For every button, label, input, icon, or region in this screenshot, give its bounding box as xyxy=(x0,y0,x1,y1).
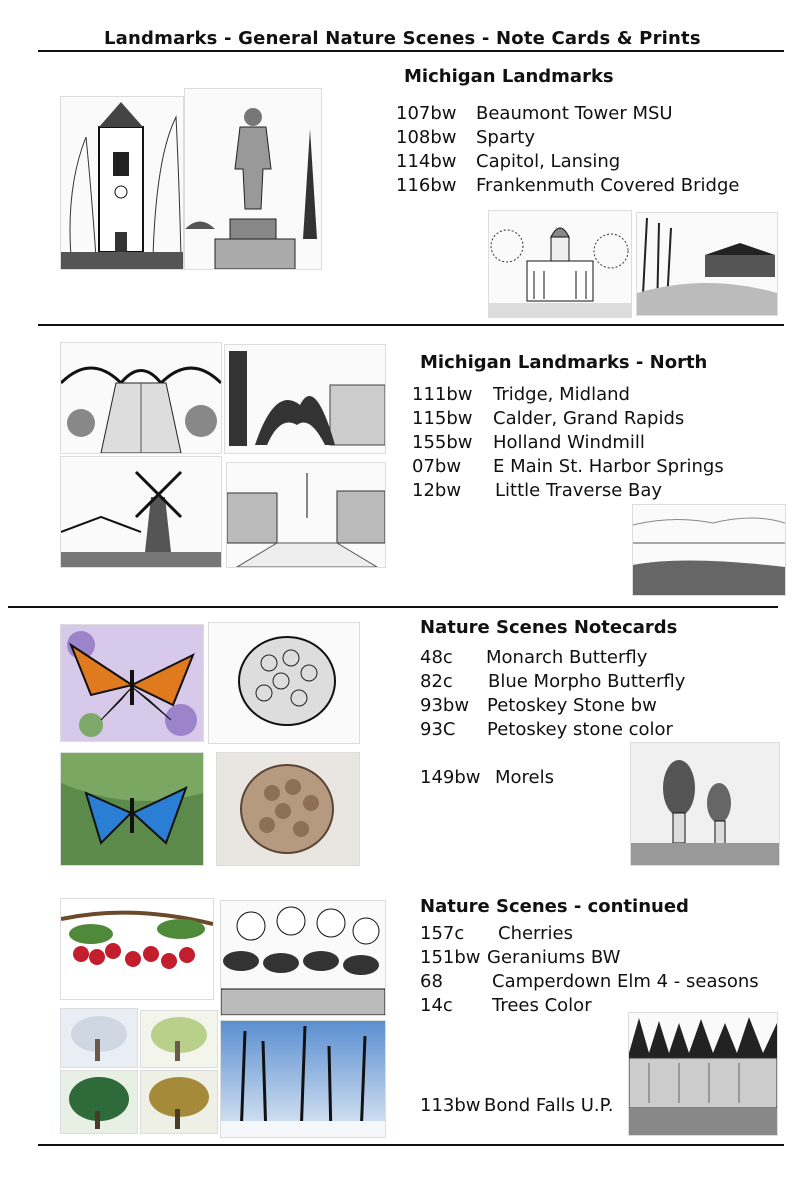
monarch-butterfly-image xyxy=(60,624,204,742)
list-item xyxy=(396,126,740,150)
list-item xyxy=(420,670,685,694)
item-name: Cherries xyxy=(498,923,573,944)
trees-color-image xyxy=(220,1020,386,1138)
item-code: 07bw xyxy=(412,456,462,477)
list-item xyxy=(412,407,724,431)
item-list xyxy=(420,922,759,1018)
item-name: Tridge, Midland xyxy=(493,384,630,405)
geraniums-image xyxy=(220,900,386,1016)
section-title-nature-scenes-continued: Nature Scenes - continued xyxy=(420,896,689,917)
divider xyxy=(8,606,778,608)
item-name: Little Traverse Bay xyxy=(495,480,663,501)
blue-morpho-butterfly-image xyxy=(60,752,204,866)
item-name: Blue Morpho Butterfly xyxy=(488,671,686,692)
list-item xyxy=(420,1094,613,1118)
item-name: Bond Falls U.P. xyxy=(484,1095,614,1116)
list-item xyxy=(396,150,740,174)
list-item xyxy=(396,102,740,126)
item-name: Camperdown Elm 4 - seasons xyxy=(492,971,759,992)
list-item xyxy=(420,970,759,994)
petoskey-stone-color-image xyxy=(216,752,360,866)
petoskey-stone-bw-image xyxy=(208,622,360,744)
beaumont-tower-image xyxy=(60,96,184,270)
little-traverse-bay-image xyxy=(632,504,786,596)
section-title-michigan-landmarks: Michigan Landmarks xyxy=(404,66,614,87)
section-title-michigan-landmarks-north: Michigan Landmarks - North xyxy=(420,352,708,373)
item-code: 114bw xyxy=(396,151,457,172)
item-list xyxy=(420,766,554,790)
list-item xyxy=(412,479,724,503)
camperdown-elm-winter-image xyxy=(60,1008,138,1068)
item-code: 14c xyxy=(420,995,453,1016)
list-item xyxy=(420,766,554,790)
list-item xyxy=(412,383,724,407)
item-code: 48c xyxy=(420,647,453,668)
divider xyxy=(38,1144,784,1146)
list-item xyxy=(420,922,759,946)
item-code: 155bw xyxy=(412,432,473,453)
sparty-image xyxy=(184,88,322,270)
item-code: 82c xyxy=(420,671,453,692)
item-code: 93C xyxy=(420,719,456,740)
item-name: Sparty xyxy=(476,127,535,148)
item-code: 149bw xyxy=(420,767,481,788)
item-code: 116bw xyxy=(396,175,457,196)
divider xyxy=(38,50,784,52)
list-item xyxy=(412,455,724,479)
list-item xyxy=(420,694,685,718)
item-code: 108bw xyxy=(396,127,457,148)
item-code: 12bw xyxy=(412,480,462,501)
item-name: Calder, Grand Rapids xyxy=(493,408,685,429)
item-code: 157c xyxy=(420,923,465,944)
bond-falls-image xyxy=(628,1012,778,1136)
item-name: Trees Color xyxy=(492,995,592,1016)
windmill-image xyxy=(60,456,222,568)
item-name: Petoskey stone color xyxy=(487,719,673,740)
item-list xyxy=(420,646,685,742)
item-code: 113bw xyxy=(420,1095,481,1116)
list-item xyxy=(412,431,724,455)
list-item xyxy=(420,946,759,970)
page-title: Landmarks - General Nature Scenes - Note Cards & Prints xyxy=(104,28,701,49)
list-item xyxy=(396,174,740,198)
item-name: Geraniums BW xyxy=(487,947,621,968)
cherries-image xyxy=(60,898,214,1000)
item-code: 151bw xyxy=(420,947,481,968)
item-code: 111bw xyxy=(412,384,473,405)
section-title-nature-scenes: Nature Scenes Notecards xyxy=(420,617,678,638)
camperdown-elm-spring-image xyxy=(140,1010,218,1068)
item-name: Capitol, Lansing xyxy=(476,151,621,172)
capitol-image xyxy=(488,210,632,318)
morels-image xyxy=(630,742,780,866)
item-list xyxy=(420,1094,613,1118)
item-name: Frankenmuth Covered Bridge xyxy=(476,175,740,196)
list-item xyxy=(420,718,685,742)
item-name: Holland Windmill xyxy=(493,432,645,453)
camperdown-elm-fall-image xyxy=(140,1070,218,1134)
divider xyxy=(38,324,784,326)
item-name: Morels xyxy=(495,767,555,788)
item-list xyxy=(396,102,740,198)
item-code: 115bw xyxy=(412,408,473,429)
covered-bridge-image xyxy=(636,212,778,316)
item-name: Beaumont Tower MSU xyxy=(476,103,673,124)
item-code: 107bw xyxy=(396,103,457,124)
list-item xyxy=(420,646,685,670)
harbor-springs-image xyxy=(226,462,386,568)
item-name: Petoskey Stone bw xyxy=(487,695,657,716)
item-code: 68 xyxy=(420,971,443,992)
tridge-image xyxy=(60,342,222,454)
item-list xyxy=(412,383,724,503)
camperdown-elm-summer-image xyxy=(60,1070,138,1134)
item-name: Monarch Butterfly xyxy=(486,647,648,668)
item-name: E Main St. Harbor Springs xyxy=(493,456,724,477)
calder-image xyxy=(224,344,386,454)
item-code: 93bw xyxy=(420,695,470,716)
